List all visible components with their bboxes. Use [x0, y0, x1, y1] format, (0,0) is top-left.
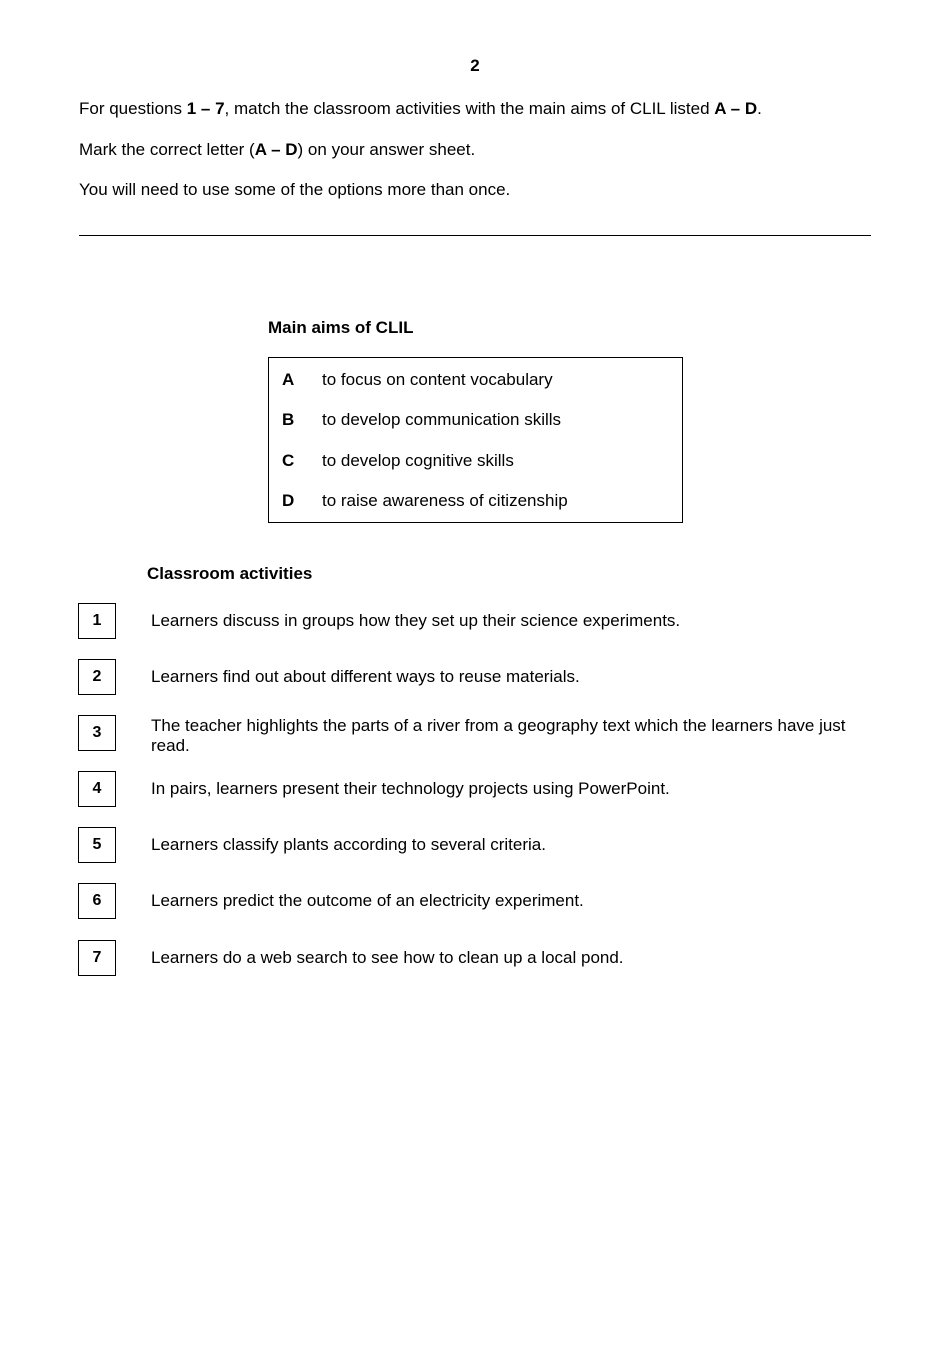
question-range: 1 – 7: [186, 99, 225, 118]
divider-rule: [79, 235, 871, 236]
option-letters: A – D: [714, 99, 758, 118]
activity-text: The teacher highlights the parts of a river from a geography text which the learners have just read.: [151, 716, 846, 755]
activity-text: Learners discuss in groups how they set up their science experiments.: [151, 611, 681, 630]
aim-row-c: [269, 451, 682, 471]
question-number-box: 4: [78, 771, 116, 807]
activity-text: Learners predict the outcome of an electricity experiment.: [151, 891, 584, 910]
aim-row-a: [269, 370, 682, 390]
activity-text: Learners find out about different ways to reuse materials.: [151, 667, 580, 686]
aim-row-d: [269, 491, 682, 511]
question-number-box: 3: [78, 715, 116, 751]
aim-text: to develop communication skills: [322, 410, 562, 429]
aim-row-b: [269, 410, 682, 430]
instruction-text: For questions: [79, 99, 187, 118]
question-number-box: 7: [78, 940, 116, 976]
question-number-box: 2: [78, 659, 116, 695]
activity-text: Learners do a web search to see how to clean up a local pond.: [151, 948, 624, 967]
instruction-text: , match the classroom activities with the main aims of CLIL listed: [224, 99, 715, 118]
page-number: 2: [470, 56, 480, 75]
aims-heading: Main aims of CLIL: [268, 318, 414, 337]
activities-heading: Classroom activities: [147, 564, 313, 583]
option-letters: A – D: [254, 140, 298, 159]
activity-text: Learners classify plants according to several criteria.: [151, 835, 546, 854]
instruction-line-3: You will need to use some of the options more than once.: [79, 180, 511, 199]
aim-text: to focus on content vocabulary: [322, 370, 553, 389]
aim-letter: B: [282, 410, 295, 429]
instruction-text: ) on your answer sheet.: [297, 140, 476, 159]
activity-text: In pairs, learners present their technology projects using PowerPoint.: [151, 779, 670, 798]
aim-letter: A: [282, 370, 295, 389]
aims-box: [268, 357, 683, 523]
aim-letter: D: [282, 491, 295, 510]
instruction-line-1: [79, 99, 762, 119]
instruction-text: Mark the correct letter (: [79, 140, 255, 159]
aim-text: to develop cognitive skills: [322, 451, 514, 470]
aim-text: to raise awareness of citizenship: [322, 491, 568, 510]
question-number-box: 6: [78, 883, 116, 919]
question-number-box: 5: [78, 827, 116, 863]
question-number-box: 1: [78, 603, 116, 639]
instruction-line-2: [79, 140, 475, 160]
aim-letter: C: [282, 451, 295, 470]
instruction-text: .: [757, 99, 762, 118]
